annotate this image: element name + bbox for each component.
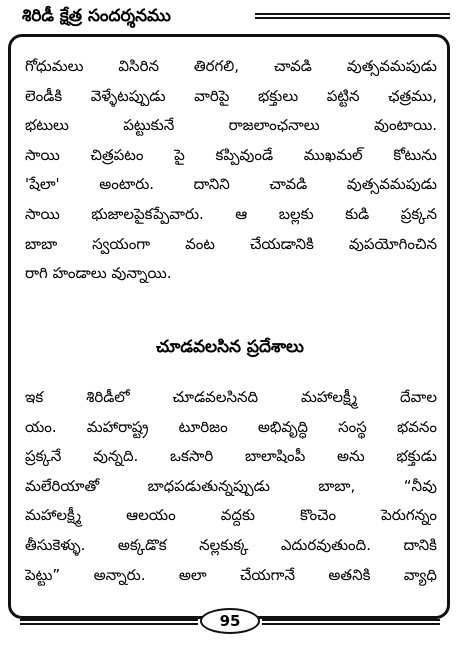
text-line: తీసుకెళ్ళు. అక్కడొక నల్లకుక్క ఎదురవుతుంది. దానికి (25, 535, 437, 554)
text-line: లెండీకి వెళ్ళేటప్పుడు వారిపై భక్తులు పట్టిన ఛత్రము, (25, 86, 437, 105)
text-line: సాయి చిత్రపటం పై కప్పివుండే ముఖమల్ కోటును (25, 145, 437, 164)
section-heading: చూడవలసిన ప్రదేశాలు (156, 337, 304, 357)
text-line: భటులు పట్టుకునే రాజలాంఛనాలు వుంటాయి. (25, 116, 437, 135)
page-footer (0, 608, 460, 634)
paragraph-1 (25, 52, 437, 289)
running-header-title: శిరిడీ క్షేత్ర సందర్శనము (22, 6, 171, 26)
footer-rule-right (262, 619, 440, 625)
footer-rule-left (20, 619, 198, 625)
text-line: యం. మహారాష్ట్ర టూరిజం అభివృద్ధి సంస్థ భవనం (25, 417, 437, 436)
text-line: పెట్టు” అన్నారు. అలా చేయగానే అతనికి వ్యాధి (25, 565, 437, 584)
running-header (0, 0, 460, 34)
text-line: మహాలక్ష్మీ ఆలయం వద్దకు కొంచెం పెరుగన్నం (25, 506, 437, 525)
text-line: రాగి హండాలు వున్నాయి. (25, 264, 172, 283)
paragraph-2 (25, 383, 437, 590)
page-number: 95 (200, 608, 260, 634)
text-line: మలేరియాతో బాధపడుతున్నప్పుడు బాబా, “నీవు (25, 476, 437, 495)
text-line: గోధుమలు విసిరిన తిరగలి, చావడి వుత్సవమపుడు (25, 57, 437, 75)
text-line: 'షేలా' అంటారు. దానిని చావడి వుత్సవమపుడు (25, 175, 437, 194)
text-line: బాబా స్వయంగా వంట చేయడానికి వుపయోగించిన (25, 234, 437, 253)
text-line: ప్రక్కనే వున్నది. ఒకసారి బాలాషింపీ అను భక్తుడు (25, 447, 437, 466)
text-line: సాయి భుజాలపైకప్పేవారు. ఆ బల్లకు కుడి ప్రక్కన (25, 204, 437, 223)
text-line: ఇక శిరిడీలో చూడవలసినది మహాలక్ష్మీ దేవాల (25, 388, 437, 406)
header-rule (255, 13, 450, 19)
